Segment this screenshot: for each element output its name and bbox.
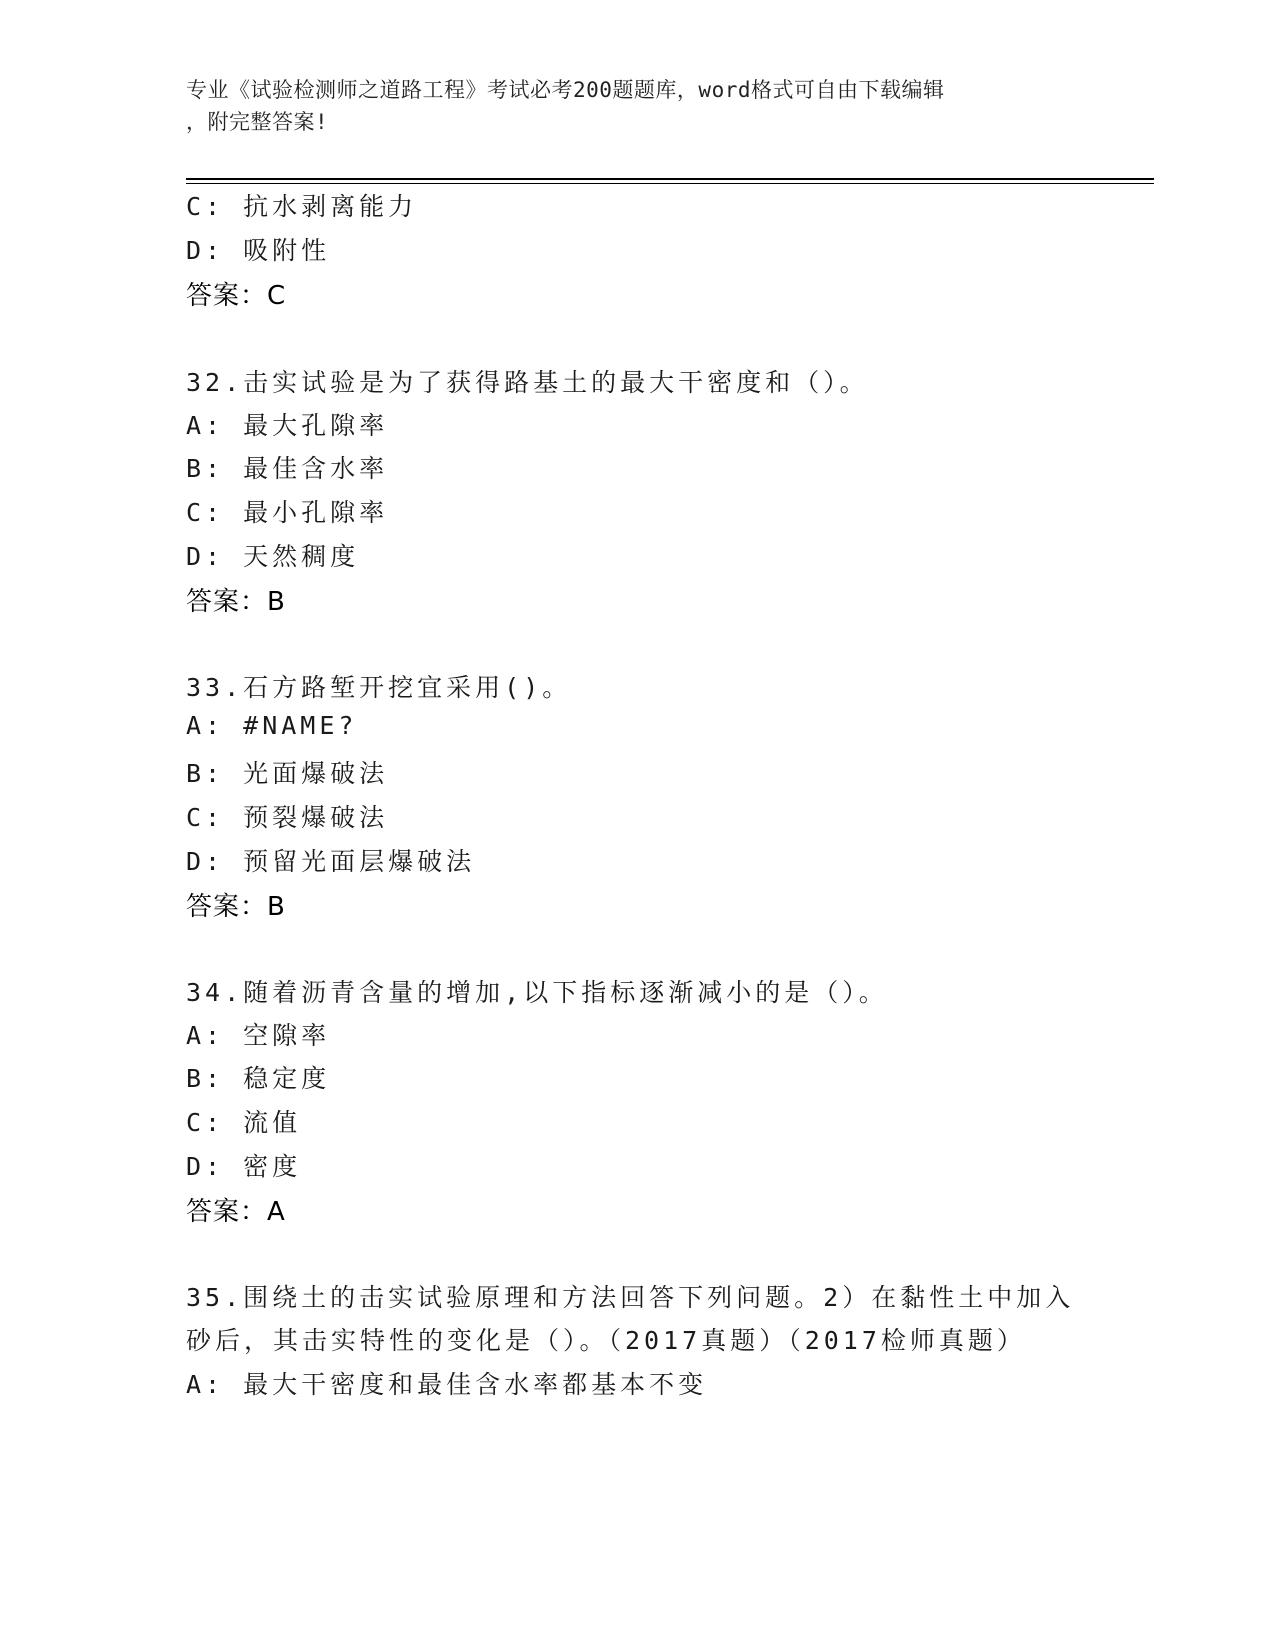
q35-option-a: A: 最大干密度和最佳含水率都基本不变 [186,1370,708,1399]
q32-option-a: A: 最大孔隙率 [186,411,389,440]
q33-option-d: D: 预留光面层爆破法 [186,847,476,876]
q34-option-b: B: 稳定度 [186,1064,331,1093]
header-divider-thin [186,183,1154,184]
document-header [186,74,1066,138]
q31-option-d: D: 吸附性 [186,236,331,265]
q32-option-b: B: 最佳含水率 [186,454,389,483]
q31-option-c: C: 抗水剥离能力 [186,192,418,221]
q35-stem-line-1: 35.围绕土的击实试验原理和方法回答下列问题。2）在黏性土中加入 [186,1283,1075,1312]
q33-option-b: B: 光面爆破法 [186,759,389,788]
q34-option-a: A: 空隙率 [186,1021,331,1050]
q34-option-c: C: 流值 [186,1108,302,1137]
q33-option-a: A: #NAME? [186,711,358,740]
q35-stem-line-2: 砂后，其击实特性的变化是（）。（2017真题）（2017检师真题） [186,1326,1026,1355]
q33-answer: 答案：B [186,892,286,922]
header-title-line-2: ，附完整答案! [186,110,329,134]
q32-option-c: C: 最小孔隙率 [186,498,389,527]
q34-option-d: D: 密度 [186,1152,302,1181]
q33-stem: 33.石方路堑开挖宜采用()。 [186,673,572,702]
q34-answer: 答案：A [186,1197,286,1227]
q31-answer: 答案：C [186,281,287,311]
header-title-line-1: 专业《试验检测师之道路工程》考试必考200题题库，word格式可自由下载编辑 [186,78,945,102]
q34-stem: 34.随着沥青含量的增加,以下指标逐渐减小的是（）。 [186,978,888,1007]
q32-answer: 答案：B [186,587,286,617]
q32-stem: 32.击实试验是为了获得路基土的最大干密度和（）。 [186,368,869,397]
q33-option-c: C: 预裂爆破法 [186,803,389,832]
header-divider-thick [186,178,1154,180]
q32-option-d: D: 天然稠度 [186,542,360,571]
